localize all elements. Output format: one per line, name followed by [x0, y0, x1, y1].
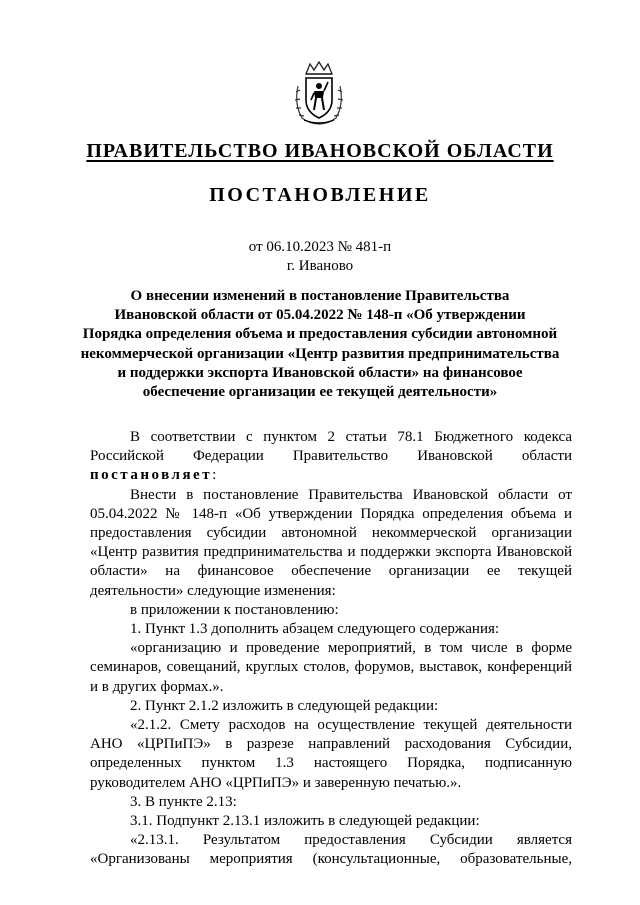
item-3-1-text: «2.13.1. Результатом предоставления Субсидии является «Организованы мероприятия (консультационные, образовательные,	[90, 832, 572, 868]
organization-heading: ПРАВИТЕЛЬСТВО ИВАНОВСКОЙ ОБЛАСТИ	[86, 140, 554, 162]
title-line: О внесении изменений в постановление Правительства	[130, 288, 510, 304]
item-1-text: «организацию и проведение мероприятий, в том числе в форме семинаров, совещаний, круглых столов, форумов, выставок, конференций и в других формах.».	[90, 640, 572, 695]
title-line: Ивановской области от 05.04.2022 № 148-п «Об утверждении	[114, 307, 526, 324]
title-line: Порядка определения объема и предоставления субсидии автономной	[82, 326, 558, 343]
title-line: и поддержки экспорта Ивановской области» на финансовое	[117, 364, 523, 381]
item-2: 2. Пункт 2.1.2 изложить в следующей редакции:	[130, 697, 439, 714]
preamble-text: В соответствии с пунктом 2 статьи 78.1 Бюджетного кодекса Российской Федерации Правительство Ивановской области	[90, 429, 572, 465]
document-title	[80, 287, 560, 402]
city: г. Иваново	[286, 258, 354, 274]
paragraph: в приложении к постановлению:	[130, 601, 339, 618]
item-3: 3. В пункте 2.13:	[130, 793, 237, 810]
resolves-keyword: постановляет	[90, 467, 213, 484]
preamble-paragraph	[90, 428, 572, 486]
date-block	[0, 238, 640, 276]
amendment-intro: Внести в постановление Правительства Ивановской области от 05.04.2022 № 148-п «Об утверждении Порядка определения объема и предоставления субсидии автономной некоммерческой организации «Центр развития предпринимательства и поддержки экспорта Ивановской области» на финансовое обеспечение организации ее текущей деятельности» следующие изменения:	[90, 486, 572, 599]
document-body	[90, 428, 572, 870]
preamble-colon: :	[212, 467, 217, 484]
title-line: некоммерческой организации «Центр развития предпринимательства	[80, 345, 560, 362]
title-line: обеспечение организации ее текущей деятельности»	[142, 384, 498, 401]
coat-of-arms-emblem	[292, 60, 346, 126]
date-number: от 06.10.2023 № 481-п	[248, 239, 392, 255]
item-1: 1. Пункт 1.3 дополнить абзацем следующего содержания:	[130, 621, 500, 638]
item-3-1: 3.1. Подпункт 2.13.1 изложить в следующей редакции:	[130, 813, 480, 830]
document-type-heading: ПОСТАНОВЛЕНИЕ	[209, 184, 431, 206]
item-2-text: «2.1.2. Смету расходов на осуществление текущей деятельности АНО «ЦРПиПЭ» в разрезе направлений расходования Субсидии, определенных пунктом 1.3 настоящего Порядка, подписанную руководителем АНО «ЦРПиПЭ» и заверенную печатью.».	[90, 717, 572, 791]
